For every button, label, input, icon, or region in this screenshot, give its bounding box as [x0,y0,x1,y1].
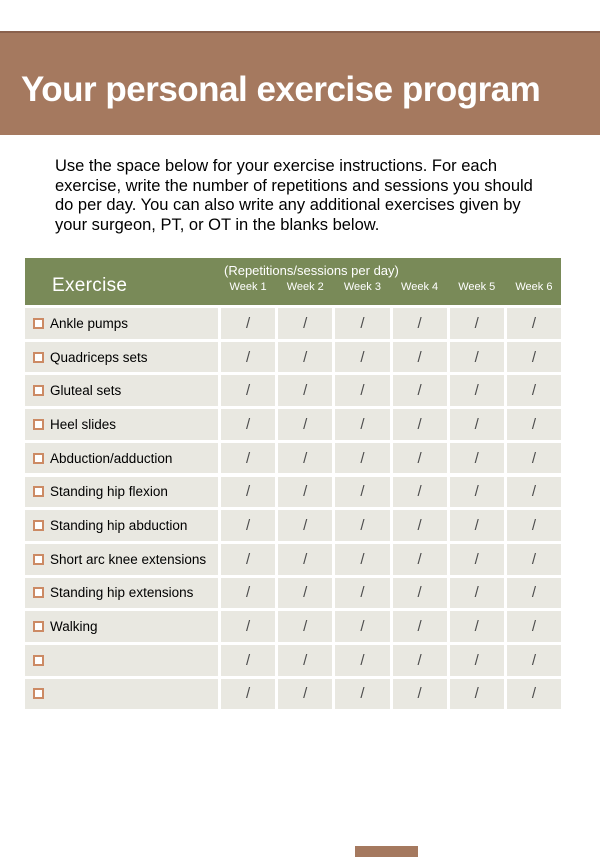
week-entry-cell [221,375,275,406]
slash-separator: / [360,314,365,332]
slash-separator: / [531,449,536,467]
slash-separator: / [303,651,308,669]
week-label: Week 2 [286,281,324,293]
slash-separator: / [474,618,479,636]
checkbox[interactable] [33,520,44,531]
checkbox[interactable] [33,419,44,430]
exercise-cell [25,409,218,440]
week-entry-cell [278,578,332,609]
exercise-label: Standing hip flexion [50,484,168,500]
exercise-label: Heel slides [50,416,117,432]
checkbox[interactable] [33,352,44,363]
exercise-cell [25,342,218,373]
slash-separator: / [531,685,536,703]
slash-separator: / [474,449,479,467]
table-row [25,375,561,406]
slash-separator: / [417,483,422,501]
table-row [25,342,561,373]
checkbox[interactable] [33,453,44,464]
exercise-column-header: Exercise [52,275,128,296]
exercise-table [25,258,561,709]
slash-separator: / [360,449,365,467]
checkbox[interactable] [33,688,44,699]
week-entry-cell [278,308,332,339]
slash-separator: / [531,483,536,501]
exercise-label: Standing hip extensions [50,585,194,601]
slash-separator: / [417,584,422,602]
slash-separator: / [303,550,308,568]
slash-separator: / [417,651,422,669]
week-entry-cell [278,409,332,440]
exercise-label: Standing hip abduction [50,518,188,534]
slash-separator: / [417,449,422,467]
exercise-cell [25,679,218,710]
week-entry-cell [335,679,389,710]
slash-separator: / [245,517,251,535]
slash-separator: / [245,651,251,669]
slash-separator: / [531,314,536,332]
week-entry-cell [450,477,504,508]
title-banner [0,31,600,135]
exercise-cell [25,477,218,508]
exercise-cell [25,578,218,609]
exercise-label: Gluteal sets [50,383,122,399]
week-entry-cell [278,544,332,575]
slash-separator: / [417,415,422,433]
week-entry-cell [335,308,389,339]
table-row [25,443,561,474]
table-row [25,544,561,575]
week-entry-cell [221,544,275,575]
exercise-cell [25,308,218,339]
slash-separator: / [245,449,251,467]
exercise-cell [25,611,218,642]
slash-separator: / [303,517,308,535]
slash-separator: / [303,685,308,703]
week-entry-cell [221,645,275,676]
slash-separator: / [531,348,536,366]
exercise-cell [25,443,218,474]
exercise-cell [25,375,218,406]
week-entry-cell [393,443,447,474]
exercise-cell [25,645,218,676]
week-entry-cell [507,679,561,710]
exercise-label: Abduction/adduction [50,450,173,466]
exercise-label: Walking [50,619,98,635]
page-title: Your personal exercise program [21,70,541,109]
slash-separator: / [360,517,365,535]
slash-separator: / [531,550,536,568]
slash-separator: / [360,483,365,501]
week-entry-cell [393,679,447,710]
week-label: Week 3 [343,281,381,293]
week-entry-cell [221,308,275,339]
slash-separator: / [245,584,251,602]
week-entry-cell [278,342,332,373]
slash-separator: / [531,651,536,669]
week-entry-cell [278,645,332,676]
week-entry-cell [335,409,389,440]
table-body [25,308,561,709]
week-entry-cell [393,409,447,440]
table-row [25,477,561,508]
week-entry-cell [393,510,447,541]
week-labels-row [221,281,561,294]
week-entry-cell [507,342,561,373]
week-entry-cell [335,645,389,676]
week-entry-cell [507,645,561,676]
slash-separator: / [245,314,251,332]
week-entry-cell [507,409,561,440]
week-entry-cell [221,578,275,609]
slash-separator: / [303,483,308,501]
slash-separator: / [531,584,536,602]
week-entry-cell [450,611,504,642]
exercise-label: Short arc knee extensions [50,551,207,567]
slash-separator: / [474,348,479,366]
week-entry-cell [278,611,332,642]
week-entry-cell [335,611,389,642]
table-row [25,679,561,710]
table-header [25,258,561,305]
exercise-label: Ankle pumps [50,315,129,331]
week-entry-cell [507,477,561,508]
slash-separator: / [303,382,308,400]
week-entry-cell [507,544,561,575]
week-entry-cell [507,308,561,339]
slash-separator: / [360,415,365,433]
slash-separator: / [474,584,479,602]
slash-separator: / [360,651,365,669]
slash-separator: / [417,348,422,366]
slash-separator: / [245,618,251,636]
checkbox[interactable] [33,554,44,565]
week-entry-cell [221,342,275,373]
week-entry-cell [507,611,561,642]
week-entry-cell [450,510,504,541]
week-entry-cell [450,342,504,373]
slash-separator: / [303,314,308,332]
reps-per-day-label: (Repetitions/sessions per day) [224,263,399,278]
week-entry-cell [450,443,504,474]
week-entry-cell [507,578,561,609]
slash-separator: / [417,382,422,400]
slash-separator: / [474,651,479,669]
slash-separator: / [417,685,422,703]
intro-text: Use the space below for your exercise instructions. For each exercise, write the number of repetitions and sessions you should do per day. You can also write any additional exercises given by your surgeon, PT, or OT in the blanks below. [55,157,533,234]
week-entry-cell [450,679,504,710]
week-entry-cell [221,409,275,440]
slash-separator: / [360,550,365,568]
slash-separator: / [474,517,479,535]
slash-separator: / [360,348,365,366]
slash-separator: / [360,382,365,400]
week-entry-cell [450,308,504,339]
week-entry-cell [393,544,447,575]
slash-separator: / [474,415,479,433]
week-label: Week 5 [458,281,496,293]
week-entry-cell [278,679,332,710]
week-entry-cell [335,375,389,406]
slash-separator: / [360,685,365,703]
week-entry-cell [278,443,332,474]
slash-separator: / [474,550,479,568]
week-entry-cell [278,375,332,406]
exercise-cell [25,544,218,575]
checkbox[interactable] [33,385,44,396]
checkbox[interactable] [33,318,44,329]
week-entry-cell [335,342,389,373]
checkbox[interactable] [33,655,44,666]
slash-separator: / [245,348,251,366]
week-entry-cell [335,477,389,508]
exercise-label: Quadriceps sets [50,349,148,365]
checkbox[interactable] [33,621,44,632]
slash-separator: / [474,483,479,501]
week-entry-cell [335,578,389,609]
exercise-cell [25,510,218,541]
week-entry-cell [393,578,447,609]
slash-separator: / [303,618,308,636]
slash-separator: / [531,415,536,433]
slash-separator: / [245,550,251,568]
week-entry-cell [221,510,275,541]
week-entry-cell [393,308,447,339]
slash-separator: / [417,517,422,535]
slash-separator: / [531,517,536,535]
week-entry-cell [393,375,447,406]
week-label: Week 4 [401,281,439,293]
week-entry-cell [450,375,504,406]
week-entry-cell [507,510,561,541]
week-entry-cell [335,443,389,474]
week-entry-cell [393,342,447,373]
week-entry-cell [221,477,275,508]
table-row [25,510,561,541]
week-entry-cell [507,443,561,474]
week-label: Week 1 [229,281,267,293]
week-entry-cell [393,645,447,676]
week-entry-cell [393,611,447,642]
week-entry-cell [507,375,561,406]
table-row [25,308,561,339]
week-label: Week 6 [515,281,553,293]
checkbox[interactable] [33,587,44,598]
table-row [25,645,561,676]
slash-separator: / [474,314,479,332]
checkbox[interactable] [33,486,44,497]
week-entry-cell [450,409,504,440]
slash-separator: / [417,550,422,568]
slash-separator: / [531,618,536,636]
slash-separator: / [303,584,308,602]
table-row [25,409,561,440]
week-entry-cell [221,611,275,642]
week-entry-cell [221,443,275,474]
slash-separator: / [474,685,479,703]
week-entry-cell [278,510,332,541]
week-entry-cell [221,679,275,710]
week-entry-cell [278,477,332,508]
table-row [25,578,561,609]
slash-separator: / [360,584,365,602]
table-row [25,611,561,642]
slash-separator: / [303,348,308,366]
slash-separator: / [245,685,251,703]
week-entry-cell [335,544,389,575]
week-entry-cell [393,477,447,508]
next-page-band [355,846,418,857]
slash-separator: / [303,415,308,433]
slash-separator: / [245,415,251,433]
slash-separator: / [474,382,479,400]
slash-separator: / [303,449,308,467]
slash-separator: / [245,382,251,400]
slash-separator: / [531,382,536,400]
week-entry-cell [335,510,389,541]
week-entry-cell [450,645,504,676]
week-entry-cell [450,544,504,575]
slash-separator: / [245,483,251,501]
week-entry-cell [450,578,504,609]
weeks-header [221,258,561,305]
slash-separator: / [417,618,422,636]
slash-separator: / [417,314,422,332]
slash-separator: / [360,618,365,636]
